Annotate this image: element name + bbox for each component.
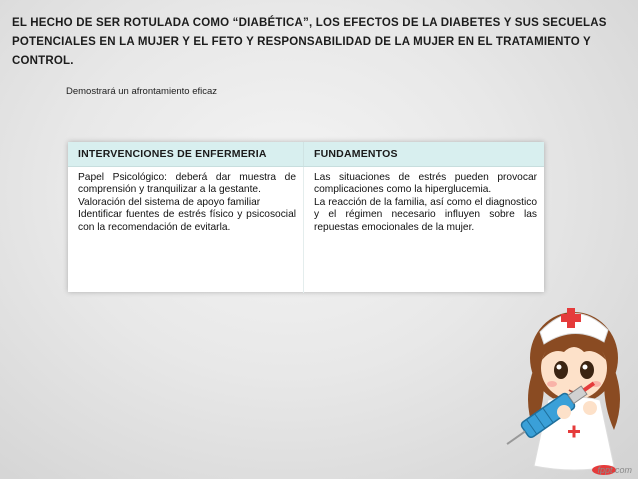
fundamento-item: Las situaciones de estrés pueden provocar complicaciones como la hiperglucemia.: [314, 172, 537, 196]
intervention-item: Identificar fuentes de estrés físico y psicosocial con la recomendación de evitarla.: [78, 209, 296, 233]
intervention-item: Valoración del sistema de apoyo familiar: [78, 196, 261, 208]
interventions-table: [68, 142, 544, 292]
cell-intervenciones: [68, 167, 304, 293]
table-header-row: [68, 142, 544, 167]
nurse-illustration: [504, 290, 638, 476]
brand-watermark: fppt.com: [597, 465, 632, 475]
header-fundamentos: FUNDAMENTOS: [314, 148, 398, 160]
table-row: [68, 167, 544, 293]
intervention-item: Papel Psicológico: deberá dar muestra de comprensión y tranquilizar a la gestante.: [78, 172, 296, 196]
header-intervenciones: INTERVENCIONES DE ENFERMERIA: [68, 142, 304, 166]
slide-title: EL HECHO DE SER ROTULADA COMO “DIABÉTICA”, LOS EFECTOS DE LA DIABETES Y SUS SECUELAS POTENCIALES EN LA MUJER Y EL FETO Y RESPONSABILIDAD DE LA MUJER EN EL TRATAMIENTO Y CONTROL.: [12, 17, 607, 67]
slide-subtitle: Demostrará un afrontamiento eficaz: [66, 86, 218, 97]
fundamento-item: La reacción de la familia, así como el diagnostico y el régimen necesario influyen sobre las repuestas emocionales de la mujer.: [314, 196, 537, 233]
cell-fundamentos: [304, 167, 544, 293]
